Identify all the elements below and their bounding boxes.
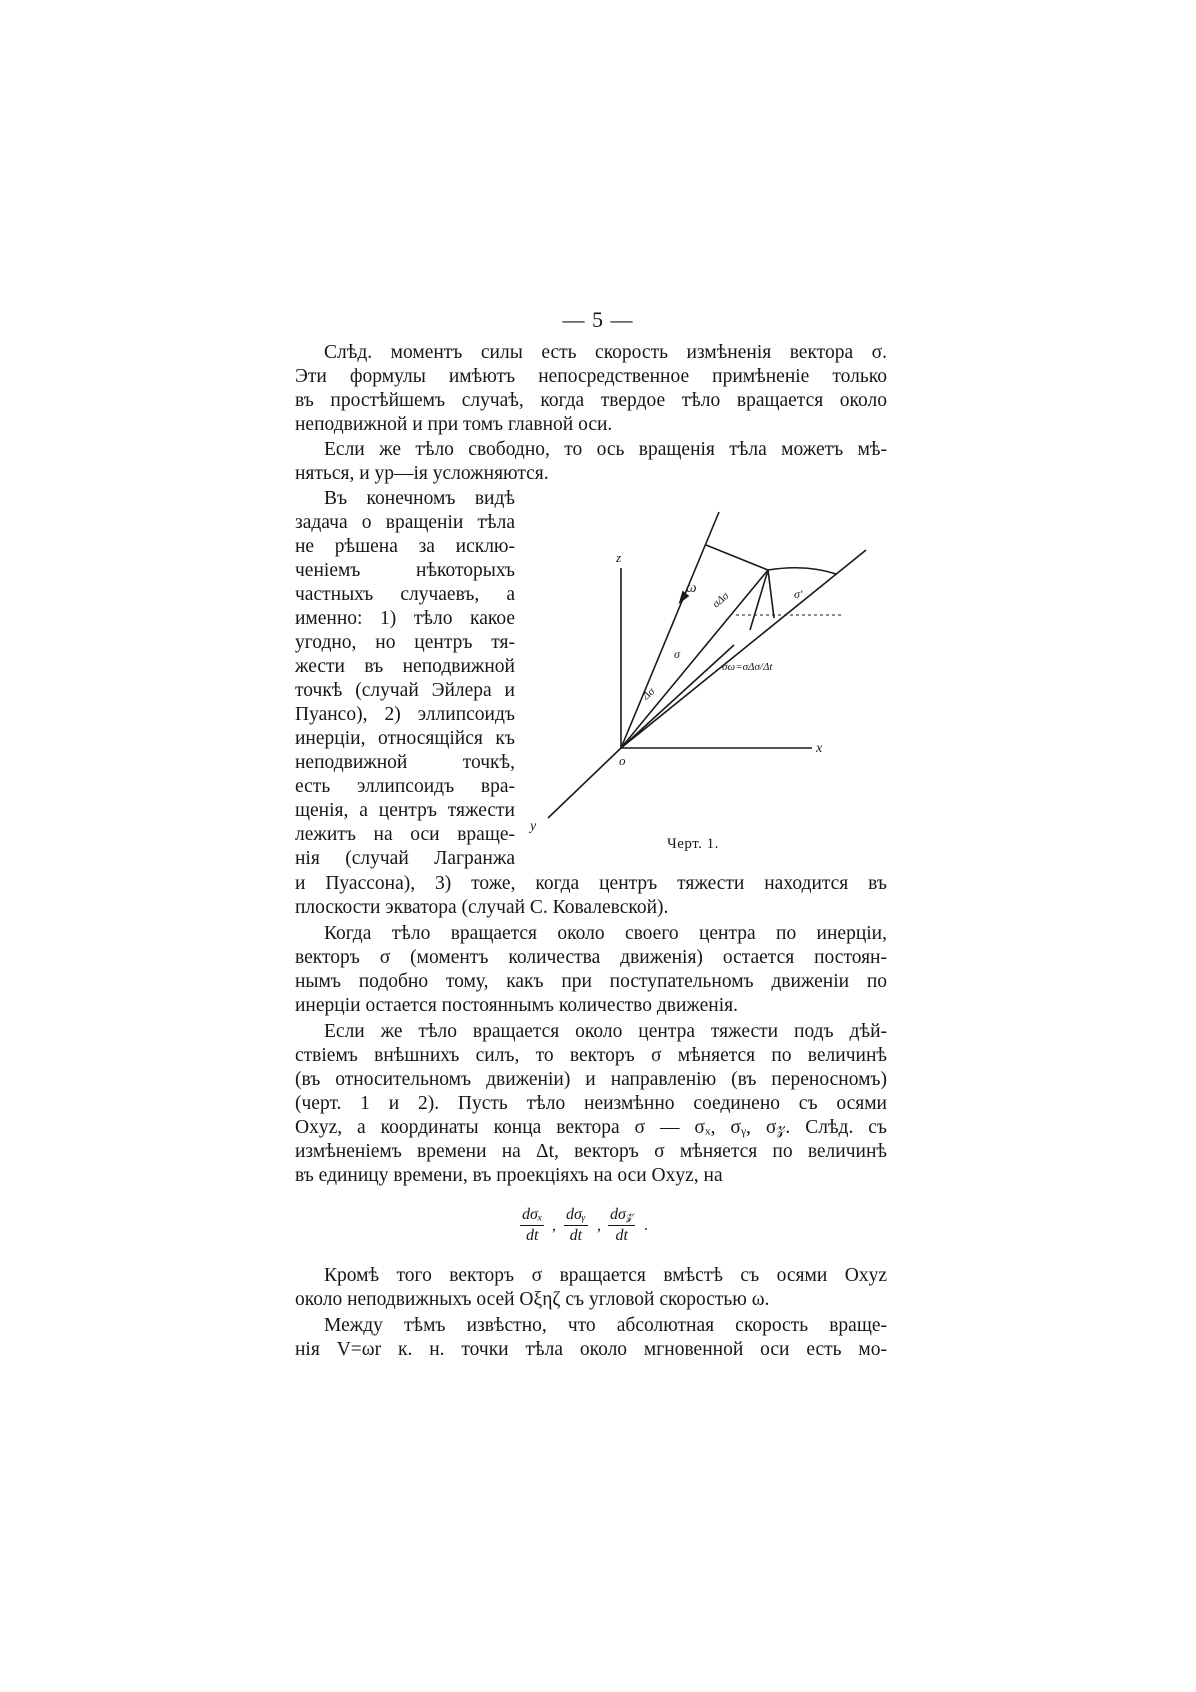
text-line: и Пуассона), 3) тоже, когда центръ тяжести находится въ	[295, 873, 887, 894]
fraction-numerator: dσᵧ	[564, 1205, 588, 1226]
comma: ,	[597, 1217, 601, 1234]
omega-ray	[621, 512, 719, 748]
text-line: инерціи, относящійся къ	[295, 728, 515, 749]
fraction-dsy	[564, 1205, 588, 1246]
arc	[768, 568, 836, 574]
text-line: Если же тѣло свободно, то ось вращенія тѣла можетъ мѣ-	[324, 439, 887, 460]
text-line: около неподвижныхъ осей Οξηζ съ угловой скоростью ω.	[295, 1289, 770, 1310]
text-line: ченіемъ нѣкоторыхъ	[295, 560, 515, 581]
text-line: неподвижной и при томъ главной оси.	[295, 414, 613, 435]
fraction-denominator: dt	[569, 1227, 583, 1244]
fraction-dsx	[520, 1205, 544, 1246]
text-line: Если же тѣло вращается около центра тяжести подъ дѣй-	[324, 1021, 887, 1042]
text-line: Пуансо), 2) эллипсоидъ	[295, 704, 515, 725]
text-line: Слѣд. моментъ силы есть скорость измѣненія вектора σ.	[324, 342, 887, 363]
figure-caption: Черт. 1.	[667, 836, 719, 852]
connector	[706, 545, 768, 570]
period: .	[644, 1217, 648, 1234]
text-line: нія V=ωr к. н. точки тѣла около мгновенной оси есть мо-	[295, 1339, 887, 1360]
text-line: жести въ неподвижной	[295, 656, 515, 677]
text-line: щенія, а центръ тяжести	[295, 800, 515, 821]
text-line: Когда тѣло вращается около своего центра по инерціи,	[324, 923, 887, 944]
fraction-numerator: dσ𝓏	[608, 1205, 635, 1226]
sigma-ray	[621, 570, 768, 748]
text-line: нымъ подобно тому, какъ при поступательномъ движеніи по	[295, 971, 887, 992]
text-line: въ единицу времени, въ проекціяхъ на оси Oxyz, на	[295, 1165, 723, 1186]
text-line: неподвижной точкѣ,	[295, 752, 515, 773]
text-line: есть эллипсоидъ вра-	[295, 776, 515, 797]
page-number: — 5 —	[562, 307, 634, 332]
text-line: измѣненіемъ времени на Δt, векторъ σ мѣняется по величинѣ	[295, 1141, 887, 1162]
fraction-denominator: dt	[615, 1227, 628, 1244]
text-line: ствіемъ внѣшнихъ силъ, то векторъ σ мѣняется по величинѣ	[295, 1045, 887, 1066]
label-sigma: σ	[674, 647, 680, 661]
fraction-numerator: dσₓ	[520, 1205, 544, 1226]
fraction-denominator: dt	[525, 1227, 539, 1244]
text-line: векторъ σ (моментъ количества движенія) остается постоян-	[295, 947, 887, 968]
derivative-formula	[520, 1205, 680, 1255]
label-x: x	[816, 741, 823, 756]
text-line: точкѣ (случай Эйлера и	[295, 680, 515, 701]
text-line: частныхъ случаевъ, а	[295, 584, 515, 605]
sigma-prime-ray	[621, 550, 866, 748]
figure-diagram	[530, 500, 896, 870]
y-axis	[548, 748, 621, 818]
comma: ,	[552, 1217, 556, 1234]
text-line: плоскости экватора (случай С. Ковалевской).	[295, 897, 669, 918]
fraction-dsz	[608, 1205, 635, 1246]
label-delta: Δσ	[640, 685, 658, 703]
label-formula: σω=σΔσ/Δt	[722, 661, 773, 673]
label-omega: ω	[686, 580, 697, 596]
label-sigma-prime: σ'	[794, 587, 803, 601]
text-line: угодно, но центръ тя-	[295, 632, 515, 653]
label-y: y	[530, 819, 537, 834]
text-line: (черт. 1 и 2). Пусть тѣло неизмѣнно соединено съ осями	[295, 1093, 887, 1114]
text-line: не рѣшена за исклю-	[295, 536, 515, 557]
text-line: именно: 1) тѣло какое	[295, 608, 515, 629]
text-line: въ простѣйшемъ случаѣ, когда твердое тѣло вращается около	[295, 390, 887, 411]
text-line: (въ относительномъ движеніи) и направленію (въ переносномъ)	[295, 1069, 887, 1090]
text-line: лежитъ на оси враще-	[295, 824, 515, 845]
text-line: Кромѣ того векторъ σ вращается вмѣстѣ съ осями Oxyz	[324, 1265, 887, 1286]
text-line: Эти формулы имѣютъ непосредственное примѣненіе только	[295, 366, 887, 387]
text-line: Въ конечномъ видѣ	[324, 488, 515, 509]
drop-line	[768, 570, 774, 618]
label-z: z	[616, 550, 622, 565]
text-line: задача о вращеніи тѣла	[295, 512, 515, 533]
text-line: Между тѣмъ извѣстно, что абсолютная скорость враще-	[324, 1315, 887, 1336]
label-o: o	[619, 753, 626, 768]
text-line: няться, и ур—ія усложняются.	[295, 463, 549, 484]
text-line: инерціи остается постояннымъ количество движенія.	[295, 995, 738, 1016]
drop-line-2	[750, 570, 768, 630]
text-line: нія (случай Лагранжа	[295, 848, 515, 869]
label-chord: σΔσ	[710, 589, 732, 611]
text-line: Oxyz, а координаты конца вектора σ — σₓ, σᵧ, σ𝓏. Слѣд. съ	[295, 1117, 887, 1138]
